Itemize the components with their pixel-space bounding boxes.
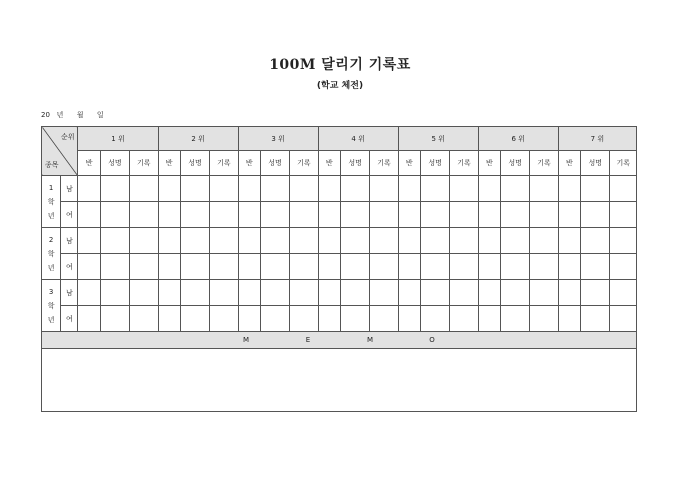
entry-cell[interactable] [420, 306, 449, 332]
entry-cell[interactable] [290, 202, 318, 228]
entry-cell[interactable] [260, 306, 289, 332]
entry-cell[interactable] [581, 202, 610, 228]
rank-header: 3 위 [238, 127, 318, 151]
rank-header: 7 위 [558, 127, 636, 151]
entry-cell[interactable] [398, 202, 420, 228]
class-header: 반 [78, 151, 100, 176]
entry-cell[interactable] [340, 254, 369, 280]
entry-cell[interactable] [260, 202, 289, 228]
entry-cell[interactable] [500, 306, 529, 332]
grade-cell [42, 228, 61, 280]
gender-cell: 남 [61, 176, 78, 202]
gender-cell: 여 [61, 202, 78, 228]
grade-hak: 학 [47, 197, 55, 206]
entry-cell[interactable] [581, 306, 610, 332]
table-row [42, 202, 637, 228]
entry-cell[interactable] [180, 254, 209, 280]
entry-cell[interactable] [210, 254, 238, 280]
grade-number: 3 [48, 287, 54, 296]
entry-cell[interactable] [100, 280, 129, 306]
entry-cell[interactable] [340, 202, 369, 228]
entry-cell[interactable] [290, 306, 318, 332]
date-line [41, 110, 104, 120]
entry-cell[interactable] [558, 176, 580, 202]
entry-cell[interactable] [558, 202, 580, 228]
name-header: 성명 [420, 151, 449, 176]
entry-cell[interactable] [318, 228, 340, 254]
entry-cell[interactable] [100, 306, 129, 332]
entry-cell[interactable] [530, 176, 558, 202]
table-row [42, 228, 637, 254]
grade-number: 2 [48, 235, 54, 244]
name-header: 성명 [340, 151, 369, 176]
entry-cell[interactable] [78, 254, 100, 280]
class-header: 반 [238, 151, 260, 176]
record-table [41, 126, 637, 412]
entry-cell[interactable] [290, 228, 318, 254]
entry-cell[interactable] [290, 254, 318, 280]
record-header: 기록 [210, 151, 238, 176]
entry-cell[interactable] [130, 202, 158, 228]
entry-cell[interactable] [370, 176, 398, 202]
rank-header: 1 위 [78, 127, 158, 151]
entry-cell[interactable] [210, 280, 238, 306]
grade-nyeon: 년 [47, 315, 55, 324]
entry-cell[interactable] [370, 254, 398, 280]
entry-cell[interactable] [530, 254, 558, 280]
date-year-unit: 년 [56, 111, 64, 119]
entry-cell[interactable] [478, 306, 500, 332]
entry-cell[interactable] [500, 254, 529, 280]
entry-cell[interactable] [450, 254, 478, 280]
entry-cell[interactable] [530, 280, 558, 306]
entry-cell[interactable] [130, 228, 158, 254]
record-header: 기록 [610, 151, 637, 176]
entry-cell[interactable] [130, 176, 158, 202]
entry-cell[interactable] [610, 254, 637, 280]
entry-cell[interactable] [478, 228, 500, 254]
entry-cell[interactable] [78, 280, 100, 306]
entry-cell[interactable] [420, 280, 449, 306]
rank-header: 2 위 [158, 127, 238, 151]
entry-cell[interactable] [318, 306, 340, 332]
class-header: 반 [558, 151, 580, 176]
grade-nyeon: 년 [47, 211, 55, 220]
entry-cell[interactable] [238, 176, 260, 202]
entry-cell[interactable] [610, 202, 637, 228]
entry-cell[interactable] [398, 306, 420, 332]
entry-cell[interactable] [478, 280, 500, 306]
name-header: 성명 [581, 151, 610, 176]
entry-cell[interactable] [398, 228, 420, 254]
entry-cell[interactable] [130, 280, 158, 306]
entry-cell[interactable] [210, 176, 238, 202]
entry-cell[interactable] [158, 280, 180, 306]
entry-cell[interactable] [370, 228, 398, 254]
page-subtitle: (학교 체전) [316, 81, 364, 91]
entry-cell[interactable] [78, 176, 100, 202]
gender-cell: 남 [61, 228, 78, 254]
entry-cell[interactable] [210, 202, 238, 228]
entry-cell[interactable] [581, 228, 610, 254]
entry-cell[interactable] [530, 202, 558, 228]
name-header: 성명 [260, 151, 289, 176]
grade-cell [42, 176, 61, 228]
entry-cell[interactable] [158, 254, 180, 280]
rank-header: 5 위 [398, 127, 478, 151]
entry-cell[interactable] [180, 228, 209, 254]
entry-cell[interactable] [100, 176, 129, 202]
entry-cell[interactable] [318, 254, 340, 280]
table-row [42, 176, 637, 202]
memo-area[interactable] [42, 349, 637, 412]
memo-letter: M [242, 336, 250, 344]
entry-cell[interactable] [260, 280, 289, 306]
entry-cell[interactable] [478, 176, 500, 202]
page-title: 100M 달리기 기록표 [269, 57, 411, 73]
entry-cell[interactable] [581, 254, 610, 280]
record-header: 기록 [290, 151, 318, 176]
entry-cell[interactable] [398, 280, 420, 306]
entry-cell[interactable] [100, 254, 129, 280]
entry-cell[interactable] [581, 176, 610, 202]
entry-cell[interactable] [340, 176, 369, 202]
gender-cell: 남 [61, 280, 78, 306]
entry-cell[interactable] [420, 254, 449, 280]
entry-cell[interactable] [340, 228, 369, 254]
entry-cell[interactable] [238, 202, 260, 228]
entry-cell[interactable] [420, 176, 449, 202]
entry-cell[interactable] [610, 280, 637, 306]
name-header: 성명 [500, 151, 529, 176]
record-header: 기록 [370, 151, 398, 176]
entry-cell[interactable] [290, 176, 318, 202]
corner-event-label: 종목 [45, 161, 59, 169]
memo-letter: O [429, 336, 435, 344]
entry-cell[interactable] [318, 202, 340, 228]
grade-hak: 학 [47, 249, 55, 258]
grade-cell [42, 280, 61, 332]
entry-cell[interactable] [158, 176, 180, 202]
table-row [42, 254, 637, 280]
name-header: 성명 [100, 151, 129, 176]
class-header: 반 [398, 151, 420, 176]
entry-cell[interactable] [180, 202, 209, 228]
entry-cell[interactable] [558, 306, 580, 332]
entry-cell[interactable] [260, 228, 289, 254]
record-header: 기록 [450, 151, 478, 176]
entry-cell[interactable] [478, 202, 500, 228]
gender-cell: 여 [61, 254, 78, 280]
memo-letter: E [305, 336, 311, 344]
entry-cell[interactable] [450, 306, 478, 332]
entry-cell[interactable] [158, 306, 180, 332]
entry-cell[interactable] [78, 202, 100, 228]
entry-cell[interactable] [238, 228, 260, 254]
entry-cell[interactable] [238, 254, 260, 280]
entry-cell[interactable] [500, 280, 529, 306]
entry-cell[interactable] [450, 176, 478, 202]
class-header: 반 [318, 151, 340, 176]
table-row [42, 306, 637, 332]
name-header: 성명 [180, 151, 209, 176]
entry-cell[interactable] [610, 306, 637, 332]
entry-cell[interactable] [130, 306, 158, 332]
grade-hak: 학 [47, 301, 55, 310]
rank-header: 6 위 [478, 127, 558, 151]
entry-cell[interactable] [450, 280, 478, 306]
entry-cell[interactable] [420, 228, 449, 254]
entry-cell[interactable] [500, 228, 529, 254]
entry-cell[interactable] [318, 176, 340, 202]
date-year: 20 [41, 111, 50, 119]
entry-cell[interactable] [130, 254, 158, 280]
date-month-unit: 월 [76, 111, 84, 119]
entry-cell[interactable] [318, 280, 340, 306]
entry-cell[interactable] [398, 176, 420, 202]
entry-cell[interactable] [340, 280, 369, 306]
entry-cell[interactable] [530, 228, 558, 254]
entry-cell[interactable] [158, 202, 180, 228]
class-header: 반 [158, 151, 180, 176]
entry-cell[interactable] [530, 306, 558, 332]
entry-cell[interactable] [238, 306, 260, 332]
entry-cell[interactable] [558, 254, 580, 280]
entry-cell[interactable] [238, 280, 260, 306]
entry-cell[interactable] [180, 280, 209, 306]
entry-cell[interactable] [610, 228, 637, 254]
corner-cell [42, 127, 78, 176]
entry-cell[interactable] [260, 176, 289, 202]
entry-cell[interactable] [370, 306, 398, 332]
record-header: 기록 [130, 151, 158, 176]
entry-cell[interactable] [610, 176, 637, 202]
entry-cell[interactable] [500, 202, 529, 228]
entry-cell[interactable] [450, 228, 478, 254]
entry-cell[interactable] [260, 254, 289, 280]
entry-cell[interactable] [398, 254, 420, 280]
record-header: 기록 [530, 151, 558, 176]
rank-header: 4 위 [318, 127, 398, 151]
memo-letter: M [366, 336, 374, 344]
entry-cell[interactable] [100, 202, 129, 228]
entry-cell[interactable] [210, 228, 238, 254]
entry-cell[interactable] [370, 280, 398, 306]
entry-cell[interactable] [100, 228, 129, 254]
entry-cell[interactable] [78, 306, 100, 332]
gender-cell: 여 [61, 306, 78, 332]
entry-cell[interactable] [558, 228, 580, 254]
class-header: 반 [478, 151, 500, 176]
entry-cell[interactable] [558, 280, 580, 306]
corner-rank-label: 순위 [60, 133, 75, 141]
entry-cell[interactable] [581, 280, 610, 306]
entry-cell[interactable] [340, 306, 369, 332]
entry-cell[interactable] [500, 176, 529, 202]
memo-header [42, 332, 637, 349]
entry-cell[interactable] [290, 280, 318, 306]
entry-cell[interactable] [158, 228, 180, 254]
entry-cell[interactable] [180, 176, 209, 202]
grade-number: 1 [48, 183, 54, 192]
entry-cell[interactable] [478, 254, 500, 280]
grade-nyeon: 년 [47, 263, 55, 272]
entry-cell[interactable] [78, 228, 100, 254]
entry-cell[interactable] [450, 202, 478, 228]
entry-cell[interactable] [210, 306, 238, 332]
date-day-unit: 일 [96, 111, 104, 119]
entry-cell[interactable] [420, 202, 449, 228]
entry-cell[interactable] [180, 306, 209, 332]
entry-cell[interactable] [370, 202, 398, 228]
table-row [42, 280, 637, 306]
